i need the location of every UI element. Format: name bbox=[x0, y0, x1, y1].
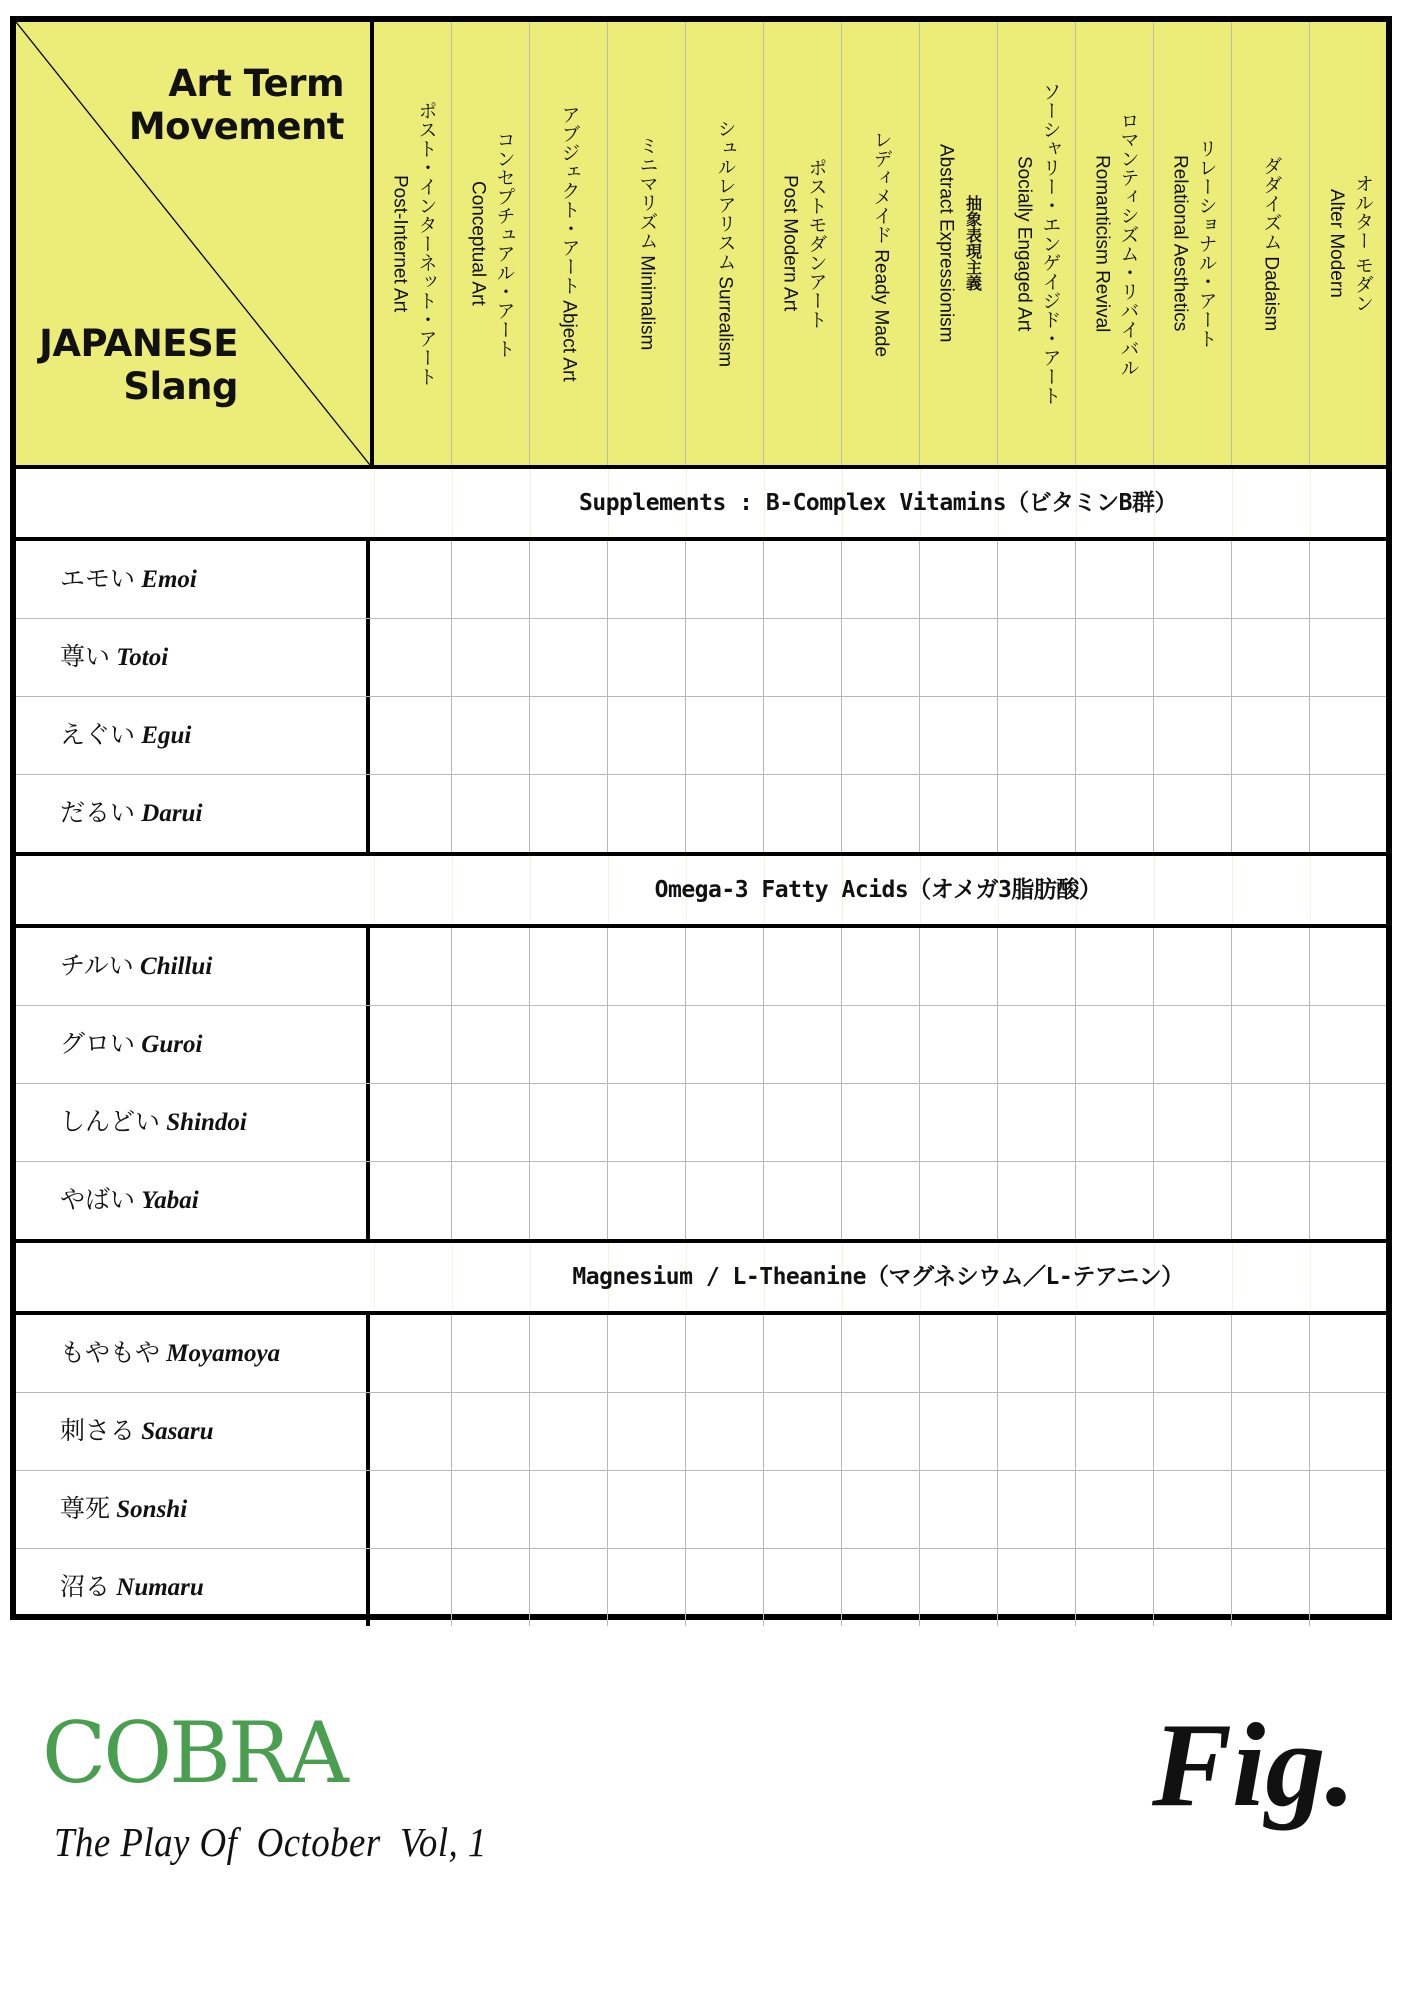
grid-cell[interactable] bbox=[1232, 697, 1310, 774]
slang-romaji: Egui bbox=[141, 722, 192, 749]
grid-cell[interactable] bbox=[608, 697, 686, 774]
grid-cell[interactable] bbox=[608, 1315, 686, 1392]
grid-cell[interactable] bbox=[998, 928, 1076, 1005]
grid-cell[interactable] bbox=[374, 1006, 452, 1083]
grid-cell[interactable] bbox=[1232, 1315, 1310, 1392]
grid-cell[interactable] bbox=[1232, 1006, 1310, 1083]
column-axis-label bbox=[129, 62, 344, 148]
grid-cell[interactable] bbox=[1232, 775, 1310, 852]
column-header-text bbox=[1167, 139, 1219, 348]
slang-label bbox=[16, 928, 370, 1005]
grid-cell[interactable] bbox=[686, 1393, 764, 1470]
grid-cell[interactable] bbox=[374, 541, 452, 618]
row-axis-label-line1: JAPANESE bbox=[39, 322, 238, 365]
grid-cell[interactable] bbox=[686, 697, 764, 774]
table-row bbox=[16, 619, 1386, 697]
slang-japanese: もやもや bbox=[60, 1340, 161, 1367]
grid-cell[interactable] bbox=[842, 1315, 920, 1392]
grid-cell[interactable] bbox=[452, 541, 530, 618]
column-header-english: Abstract Expressionism bbox=[935, 144, 957, 343]
grid-cell[interactable] bbox=[764, 1162, 842, 1239]
grid-cell[interactable] bbox=[1154, 928, 1232, 1005]
matrix-table bbox=[10, 16, 1392, 1620]
slang-japanese: やばい bbox=[60, 1187, 136, 1214]
grid-cell[interactable] bbox=[920, 1084, 998, 1161]
slang-label bbox=[16, 1162, 370, 1239]
fig-logo: Fig. bbox=[1152, 1698, 1356, 1831]
grid-cell[interactable] bbox=[686, 1162, 764, 1239]
column-header-text bbox=[1258, 156, 1284, 331]
grid-cell[interactable] bbox=[1310, 1471, 1388, 1548]
column-header-japanese: 抽象表現主義 bbox=[963, 195, 981, 292]
grid-cell[interactable] bbox=[608, 1549, 686, 1626]
grid-cell[interactable] bbox=[1232, 1084, 1310, 1161]
table-row bbox=[16, 1471, 1386, 1549]
grid-cell[interactable] bbox=[920, 775, 998, 852]
grid-cell[interactable] bbox=[530, 1549, 608, 1626]
slang-romaji: Sonshi bbox=[116, 1496, 188, 1523]
grid-cell[interactable] bbox=[1232, 1162, 1310, 1239]
grid-cell[interactable] bbox=[920, 1393, 998, 1470]
grid-cell[interactable] bbox=[608, 1471, 686, 1548]
grid-cell[interactable] bbox=[1232, 928, 1310, 1005]
slang-japanese: しんどい bbox=[60, 1109, 161, 1136]
slang-romaji: Shindoi bbox=[166, 1109, 247, 1136]
grid-cell[interactable] bbox=[842, 1162, 920, 1239]
grid-cell[interactable] bbox=[764, 1315, 842, 1392]
grid-cell[interactable] bbox=[1310, 619, 1388, 696]
grid-cell[interactable] bbox=[686, 541, 764, 618]
grid-cell[interactable] bbox=[998, 1162, 1076, 1239]
table-row bbox=[16, 1162, 1386, 1243]
column-header bbox=[1232, 22, 1310, 465]
grid-cell[interactable] bbox=[530, 1084, 608, 1161]
grid-cell[interactable] bbox=[920, 1006, 998, 1083]
grid-cell[interactable] bbox=[920, 1162, 998, 1239]
grid-cell[interactable] bbox=[764, 775, 842, 852]
column-header bbox=[998, 22, 1076, 465]
grid-cell[interactable] bbox=[998, 1006, 1076, 1083]
column-header-text bbox=[1089, 111, 1141, 377]
column-axis-label-line2: Movement bbox=[128, 105, 344, 148]
table-row bbox=[16, 1006, 1386, 1084]
column-header-japanese: オルター モダン bbox=[1352, 174, 1373, 313]
grid-cell[interactable] bbox=[842, 619, 920, 696]
slang-japanese: 刺さる bbox=[60, 1418, 136, 1445]
grid-cell[interactable] bbox=[842, 1549, 920, 1626]
grid-cell[interactable] bbox=[452, 1549, 530, 1626]
grid-cell[interactable] bbox=[452, 619, 530, 696]
grid-cell[interactable] bbox=[374, 697, 452, 774]
grid-cell[interactable] bbox=[842, 1084, 920, 1161]
column-axis-label-line1: Art Term bbox=[168, 62, 344, 105]
slang-romaji: Emoi bbox=[141, 566, 197, 593]
issue-subtitle: The Play Of October Vol, 1 bbox=[54, 1819, 487, 1865]
table-row bbox=[16, 1084, 1386, 1162]
grid-cell[interactable] bbox=[920, 1471, 998, 1548]
grid-cell[interactable] bbox=[686, 1549, 764, 1626]
grid-cell[interactable] bbox=[530, 1162, 608, 1239]
section-title: Magnesium / L-Theanine（マグネシウム／L-テアニン） bbox=[572, 1264, 1184, 1290]
slang-label bbox=[16, 1393, 370, 1470]
slang-label bbox=[16, 619, 370, 696]
table-row bbox=[16, 697, 1386, 775]
grid-cell[interactable] bbox=[842, 697, 920, 774]
grid-cell[interactable] bbox=[686, 1315, 764, 1392]
grid-cell[interactable] bbox=[1076, 928, 1154, 1005]
slang-japanese: グロい bbox=[60, 1031, 136, 1058]
grid-cell[interactable] bbox=[764, 1006, 842, 1083]
grid-cell[interactable] bbox=[608, 928, 686, 1005]
slang-romaji: Totoi bbox=[116, 644, 169, 671]
grid-cell[interactable] bbox=[1076, 1549, 1154, 1626]
section-title: Supplements : B-Complex Vitamins（ビタミンB群） bbox=[579, 490, 1177, 516]
column-header-japanese: ポスト・インターネット・アート bbox=[415, 101, 437, 386]
slang-label bbox=[16, 541, 370, 618]
grid-cell[interactable] bbox=[608, 1393, 686, 1470]
grid-cell[interactable] bbox=[452, 1162, 530, 1239]
grid-cell[interactable] bbox=[1310, 1549, 1388, 1626]
grid-cell[interactable] bbox=[1310, 928, 1388, 1005]
grid-cell[interactable] bbox=[608, 1084, 686, 1161]
grid-cell[interactable] bbox=[686, 1471, 764, 1548]
column-header-text bbox=[777, 158, 829, 329]
grid-cell[interactable] bbox=[608, 1162, 686, 1239]
grid-cell[interactable] bbox=[1076, 697, 1154, 774]
column-header bbox=[1154, 22, 1232, 465]
grid-cell[interactable] bbox=[686, 928, 764, 1005]
grid-cell[interactable] bbox=[1310, 1006, 1388, 1083]
grid-cell[interactable] bbox=[686, 619, 764, 696]
column-header-text bbox=[634, 136, 660, 350]
grid-cell[interactable] bbox=[452, 1006, 530, 1083]
corner-cell bbox=[16, 22, 374, 465]
grid-cell[interactable] bbox=[452, 697, 530, 774]
column-header-text bbox=[465, 130, 517, 358]
grid-cell[interactable] bbox=[608, 775, 686, 852]
slang-japanese: チルい bbox=[60, 953, 134, 980]
grid-cell[interactable] bbox=[1310, 1315, 1388, 1392]
slang-label bbox=[16, 1006, 370, 1083]
grid-cell[interactable] bbox=[998, 1471, 1076, 1548]
slang-label bbox=[16, 697, 370, 774]
grid-cell[interactable] bbox=[998, 619, 1076, 696]
slang-japanese: だるい bbox=[60, 800, 136, 827]
column-header-text bbox=[933, 144, 985, 343]
column-header bbox=[608, 22, 686, 465]
grid-cell[interactable] bbox=[1154, 1162, 1232, 1239]
slang-romaji: Chillui bbox=[140, 953, 213, 980]
grid-cell[interactable] bbox=[920, 697, 998, 774]
slang-romaji: Moyamoya bbox=[166, 1340, 281, 1367]
table-row bbox=[16, 775, 1386, 856]
column-header-japanese: レディメイド Ready Made bbox=[870, 129, 892, 357]
slang-japanese: 尊死 bbox=[60, 1496, 111, 1523]
grid-cell[interactable] bbox=[1076, 1315, 1154, 1392]
column-header bbox=[452, 22, 530, 465]
grid-cell[interactable] bbox=[1154, 1393, 1232, 1470]
grid-cell[interactable] bbox=[998, 1549, 1076, 1626]
slang-japanese: 沼る bbox=[60, 1574, 111, 1601]
column-header-english: Conceptual Art bbox=[467, 181, 489, 306]
slang-label bbox=[16, 1084, 370, 1161]
slang-label bbox=[16, 1549, 370, 1626]
grid-cell[interactable] bbox=[1310, 1162, 1388, 1239]
section-header-row bbox=[16, 469, 1386, 541]
table-row bbox=[16, 1393, 1386, 1471]
grid-cell[interactable] bbox=[530, 1315, 608, 1392]
grid-cell[interactable] bbox=[998, 1315, 1076, 1392]
grid-cell[interactable] bbox=[920, 1549, 998, 1626]
grid-cell[interactable] bbox=[1154, 619, 1232, 696]
column-header bbox=[530, 22, 608, 465]
table-row bbox=[16, 1315, 1386, 1393]
column-header-japanese: コンセプチュアル・アート bbox=[493, 129, 515, 358]
column-header-japanese: リレーショナル・アート bbox=[1195, 139, 1217, 348]
grid-cell[interactable] bbox=[998, 1084, 1076, 1161]
grid-cell[interactable] bbox=[1310, 697, 1388, 774]
grid-cell[interactable] bbox=[686, 1006, 764, 1083]
grid-cell[interactable] bbox=[1076, 775, 1154, 852]
grid-cell[interactable] bbox=[1076, 1393, 1154, 1470]
grid-cell[interactable] bbox=[452, 1471, 530, 1548]
grid-cell[interactable] bbox=[374, 1084, 452, 1161]
grid-cell[interactable] bbox=[1154, 1315, 1232, 1392]
column-header-text bbox=[1323, 174, 1375, 312]
slang-japanese: 尊い bbox=[60, 644, 111, 671]
slang-romaji: Sasaru bbox=[141, 1418, 214, 1445]
grid-cell[interactable] bbox=[920, 619, 998, 696]
grid-cell[interactable] bbox=[998, 541, 1076, 618]
column-header-english: Post-Internet Art bbox=[389, 174, 411, 313]
grid-cell[interactable] bbox=[374, 1393, 452, 1470]
column-header-english: Post Modern Art bbox=[779, 175, 801, 312]
grid-cell[interactable] bbox=[1310, 775, 1388, 852]
grid-cell[interactable] bbox=[452, 1393, 530, 1470]
column-header bbox=[842, 22, 920, 465]
grid-cell[interactable] bbox=[452, 775, 530, 852]
grid-cell[interactable] bbox=[842, 1393, 920, 1470]
column-header-japanese: ダダイズム Dadaism bbox=[1260, 155, 1282, 332]
grid-cell[interactable] bbox=[1232, 619, 1310, 696]
grid-cell[interactable] bbox=[764, 697, 842, 774]
column-header bbox=[374, 22, 452, 465]
grid-cell[interactable] bbox=[998, 1393, 1076, 1470]
grid-cell[interactable] bbox=[452, 928, 530, 1005]
table-row bbox=[16, 1549, 1386, 1627]
grid-cell[interactable] bbox=[374, 775, 452, 852]
grid-cell[interactable] bbox=[530, 697, 608, 774]
grid-cell[interactable] bbox=[374, 1471, 452, 1548]
slang-romaji: Yabai bbox=[141, 1187, 199, 1214]
grid-cell[interactable] bbox=[686, 775, 764, 852]
grid-cell[interactable] bbox=[1154, 1471, 1232, 1548]
grid-cell[interactable] bbox=[530, 619, 608, 696]
grid-cell[interactable] bbox=[1154, 775, 1232, 852]
slang-label bbox=[16, 1315, 370, 1392]
grid-cell[interactable] bbox=[530, 541, 608, 618]
column-header-text bbox=[387, 101, 439, 386]
grid-cell[interactable] bbox=[1232, 1393, 1310, 1470]
column-header-english: Socially Engaged Art bbox=[1013, 155, 1035, 332]
grid-cell[interactable] bbox=[608, 1006, 686, 1083]
grid-cell[interactable] bbox=[764, 541, 842, 618]
column-header bbox=[686, 22, 764, 465]
grid-cell[interactable] bbox=[1154, 541, 1232, 618]
grid-cell[interactable] bbox=[842, 775, 920, 852]
column-header bbox=[1076, 22, 1154, 465]
grid-cell[interactable] bbox=[842, 541, 920, 618]
grid-cell[interactable] bbox=[1310, 1393, 1388, 1470]
grid-cell[interactable] bbox=[608, 619, 686, 696]
column-header-japanese: シュルレアリスム Surrealism bbox=[714, 119, 736, 368]
cobra-logo: COBRA bbox=[42, 1704, 346, 1802]
column-header bbox=[764, 22, 842, 465]
grid-cell[interactable] bbox=[374, 1549, 452, 1626]
column-header-text bbox=[556, 105, 582, 382]
grid-cell[interactable] bbox=[1154, 1006, 1232, 1083]
grid-cell[interactable] bbox=[686, 1084, 764, 1161]
grid-cell[interactable] bbox=[764, 1393, 842, 1470]
grid-cell[interactable] bbox=[998, 697, 1076, 774]
grid-cell[interactable] bbox=[764, 928, 842, 1005]
grid-cell[interactable] bbox=[920, 541, 998, 618]
column-header-english: Relational Aesthetics bbox=[1169, 155, 1191, 332]
grid-cell[interactable] bbox=[1154, 697, 1232, 774]
slang-label bbox=[16, 775, 370, 852]
slang-japanese: えぐい bbox=[60, 722, 136, 749]
column-header bbox=[920, 22, 998, 465]
grid-cell[interactable] bbox=[374, 619, 452, 696]
column-header-japanese: ポストモダンアート bbox=[805, 158, 827, 329]
grid-cell[interactable] bbox=[1076, 619, 1154, 696]
section-header-row bbox=[16, 856, 1386, 928]
row-axis-label-line2: Slang bbox=[123, 365, 238, 408]
column-header-japanese: アブジェクト・アート Abject Art bbox=[558, 105, 580, 382]
grid-cell[interactable] bbox=[530, 1393, 608, 1470]
grid-cell[interactable] bbox=[1232, 1549, 1310, 1626]
grid-cell[interactable] bbox=[530, 928, 608, 1005]
table-row bbox=[16, 928, 1386, 1006]
grid-cell[interactable] bbox=[530, 1471, 608, 1548]
grid-cell[interactable] bbox=[764, 1471, 842, 1548]
grid-cell[interactable] bbox=[1076, 1162, 1154, 1239]
grid-cell[interactable] bbox=[1076, 1084, 1154, 1161]
table-row bbox=[16, 541, 1386, 619]
grid-cell[interactable] bbox=[1076, 1006, 1154, 1083]
grid-cell[interactable] bbox=[1232, 1471, 1310, 1548]
header-row bbox=[16, 22, 1386, 469]
grid-cell[interactable] bbox=[842, 928, 920, 1005]
grid-cell[interactable] bbox=[1232, 541, 1310, 618]
row-axis-label bbox=[39, 322, 238, 408]
column-header-japanese: ソーシャリー・エンゲイジド・アート bbox=[1039, 82, 1061, 405]
grid-cell[interactable] bbox=[764, 1549, 842, 1626]
slang-romaji: Numaru bbox=[116, 1574, 204, 1601]
column-header-english: Romanticism Revival bbox=[1091, 154, 1113, 333]
grid-cell[interactable] bbox=[1154, 1549, 1232, 1626]
grid-cell[interactable] bbox=[1154, 1084, 1232, 1161]
column-header-japanese: ロマンティシズム・リバイバル bbox=[1117, 110, 1139, 377]
grid-cell[interactable] bbox=[842, 1006, 920, 1083]
column-header-japanese: ミニマリズム Minimalism bbox=[636, 136, 658, 351]
slang-romaji: Guroi bbox=[141, 1031, 203, 1058]
grid-cell[interactable] bbox=[452, 1084, 530, 1161]
grid-cell[interactable] bbox=[764, 1084, 842, 1161]
column-header-text bbox=[712, 119, 738, 367]
column-header-text bbox=[868, 130, 894, 357]
slang-label bbox=[16, 1471, 370, 1548]
grid-cell[interactable] bbox=[920, 928, 998, 1005]
grid-cell[interactable] bbox=[530, 775, 608, 852]
column-header-text bbox=[1011, 82, 1063, 405]
grid-cell[interactable] bbox=[608, 541, 686, 618]
grid-cell[interactable] bbox=[452, 1315, 530, 1392]
column-header-english: Alter Modern bbox=[1326, 189, 1347, 298]
grid-cell[interactable] bbox=[374, 1162, 452, 1239]
slang-romaji: Darui bbox=[141, 800, 203, 827]
grid-cell[interactable] bbox=[920, 1315, 998, 1392]
grid-cell[interactable] bbox=[1076, 541, 1154, 618]
grid-cell[interactable] bbox=[1076, 1471, 1154, 1548]
section-title: Omega-3 Fatty Acids（オメガ3脂肪酸） bbox=[654, 877, 1102, 903]
section-header-row bbox=[16, 1243, 1386, 1315]
slang-japanese: エモい bbox=[60, 566, 136, 593]
grid-cell[interactable] bbox=[374, 1315, 452, 1392]
grid-cell[interactable] bbox=[1310, 1084, 1388, 1161]
grid-cell[interactable] bbox=[1310, 541, 1388, 618]
grid-cell[interactable] bbox=[764, 619, 842, 696]
column-header bbox=[1310, 22, 1388, 465]
grid-cell[interactable] bbox=[530, 1006, 608, 1083]
grid-cell[interactable] bbox=[374, 928, 452, 1005]
grid-cell[interactable] bbox=[842, 1471, 920, 1548]
grid-cell[interactable] bbox=[998, 775, 1076, 852]
